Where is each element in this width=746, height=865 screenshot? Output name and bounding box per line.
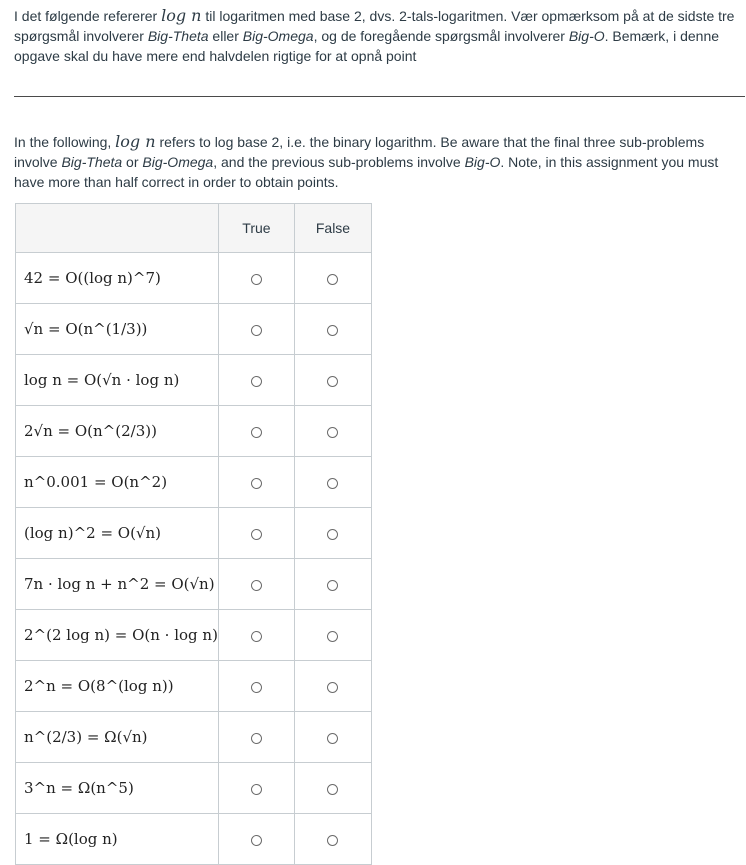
intro-en-log-n: log n xyxy=(115,132,156,151)
statement-9: 2^n = O(8^(log n)) xyxy=(16,661,219,712)
statement-3: log n = O(√n · log n) xyxy=(16,355,219,406)
cell-true-1 xyxy=(218,253,294,304)
radio-false-3[interactable] xyxy=(327,376,338,387)
cell-false-2 xyxy=(294,304,371,355)
cell-true-4 xyxy=(218,406,294,457)
header-false: False xyxy=(294,204,371,253)
intro-en-big-o: Big-O xyxy=(464,154,501,170)
statement-6: (log n)^2 = O(√n) xyxy=(16,508,219,559)
table-row xyxy=(16,763,372,814)
intro-en-text-2: refers to log base 2, i.e. the binary logarithm. Be aware that the final three sub-problems involve xyxy=(14,134,705,170)
statement-2: √n = O(n^(1/3)) xyxy=(16,304,219,355)
radio-true-4[interactable] xyxy=(251,427,262,438)
radio-false-7[interactable] xyxy=(327,580,338,591)
table-row xyxy=(16,355,372,406)
radio-false-9[interactable] xyxy=(327,682,338,693)
table-row xyxy=(16,406,372,457)
table-header-row xyxy=(16,204,372,253)
radio-true-7[interactable] xyxy=(251,580,262,591)
table-row xyxy=(16,661,372,712)
cell-true-11 xyxy=(218,763,294,814)
statement-4: 2√n = O(n^(2/3)) xyxy=(16,406,219,457)
cell-true-3 xyxy=(218,355,294,406)
radio-false-1[interactable] xyxy=(327,274,338,285)
table-row xyxy=(16,508,372,559)
radio-false-2[interactable] xyxy=(327,325,338,336)
intro-da-text-4: , og de foregående spørgsmål involverer xyxy=(313,28,569,44)
table-row xyxy=(16,559,372,610)
table-row xyxy=(16,304,372,355)
intro-danish xyxy=(14,6,739,66)
radio-true-10[interactable] xyxy=(251,733,262,744)
intro-en-text-3: or xyxy=(122,154,143,170)
radio-false-11[interactable] xyxy=(327,784,338,795)
radio-true-3[interactable] xyxy=(251,376,262,387)
table-row xyxy=(16,457,372,508)
statement-1: 42 = O((log n)^7) xyxy=(16,253,219,304)
cell-false-8 xyxy=(294,610,371,661)
table-row xyxy=(16,253,372,304)
statement-5: n^0.001 = O(n^2) xyxy=(16,457,219,508)
statement-8: 2^(2 log n) = O(n · log n) xyxy=(16,610,219,661)
cell-false-7 xyxy=(294,559,371,610)
cell-false-12 xyxy=(294,814,371,865)
cell-false-10 xyxy=(294,712,371,763)
cell-false-4 xyxy=(294,406,371,457)
radio-false-8[interactable] xyxy=(327,631,338,642)
statement-12: 1 = Ω(log n) xyxy=(16,814,219,865)
table-row xyxy=(16,814,372,865)
header-true: True xyxy=(218,204,294,253)
true-false-table xyxy=(15,203,372,865)
radio-true-1[interactable] xyxy=(251,274,262,285)
intro-da-big-omega: Big-Omega xyxy=(242,28,314,44)
radio-false-10[interactable] xyxy=(327,733,338,744)
cell-true-6 xyxy=(218,508,294,559)
intro-en-text-1: In the following, xyxy=(14,134,116,150)
intro-da-big-theta: Big-Theta xyxy=(147,28,209,44)
radio-true-9[interactable] xyxy=(251,682,262,693)
radio-false-5[interactable] xyxy=(327,478,338,489)
intro-da-log-n: log n xyxy=(161,6,202,25)
divider xyxy=(14,96,745,97)
intro-da-text-1: I det følgende refererer xyxy=(14,8,162,24)
intro-da-text-5: . Bemærk, i denne opgave skal du have mere end halvdelen rigtige for at opnå point xyxy=(14,28,720,64)
table-row xyxy=(16,610,372,661)
intro-da-text-3: eller xyxy=(208,28,243,44)
cell-true-9 xyxy=(218,661,294,712)
cell-false-6 xyxy=(294,508,371,559)
statement-7: 7n · log n + n^2 = O(√n) xyxy=(16,559,219,610)
intro-en-text-4: , and the previous sub-problems involve xyxy=(213,154,465,170)
radio-false-6[interactable] xyxy=(327,529,338,540)
cell-true-8 xyxy=(218,610,294,661)
cell-true-2 xyxy=(218,304,294,355)
intro-da-big-o: Big-O xyxy=(568,28,605,44)
cell-false-3 xyxy=(294,355,371,406)
radio-true-2[interactable] xyxy=(251,325,262,336)
intro-en-big-theta: Big-Theta xyxy=(61,154,123,170)
statement-10: n^(2/3) = Ω(√n) xyxy=(16,712,219,763)
radio-false-12[interactable] xyxy=(327,835,338,846)
intro-en-big-omega: Big-Omega xyxy=(142,154,214,170)
intro-english xyxy=(14,132,739,192)
cell-false-5 xyxy=(294,457,371,508)
radio-true-5[interactable] xyxy=(251,478,262,489)
radio-true-8[interactable] xyxy=(251,631,262,642)
cell-false-11 xyxy=(294,763,371,814)
radio-true-11[interactable] xyxy=(251,784,262,795)
radio-true-12[interactable] xyxy=(251,835,262,846)
header-corner xyxy=(16,204,219,253)
radio-true-6[interactable] xyxy=(251,529,262,540)
cell-true-10 xyxy=(218,712,294,763)
cell-false-9 xyxy=(294,661,371,712)
table-row xyxy=(16,712,372,763)
intro-en-text-5: . Note, in this assignment you must have more than half correct in order to obtain points. xyxy=(14,154,719,190)
cell-false-1 xyxy=(294,253,371,304)
statement-11: 3^n = Ω(n^5) xyxy=(16,763,219,814)
cell-true-7 xyxy=(218,559,294,610)
intro-da-text-2: til logaritmen med base 2, dvs. 2-tals-logaritmen. Vær opmærksom på at de sidste tre spørgsmål involverer xyxy=(14,8,735,44)
radio-false-4[interactable] xyxy=(327,427,338,438)
cell-true-5 xyxy=(218,457,294,508)
cell-true-12 xyxy=(218,814,294,865)
